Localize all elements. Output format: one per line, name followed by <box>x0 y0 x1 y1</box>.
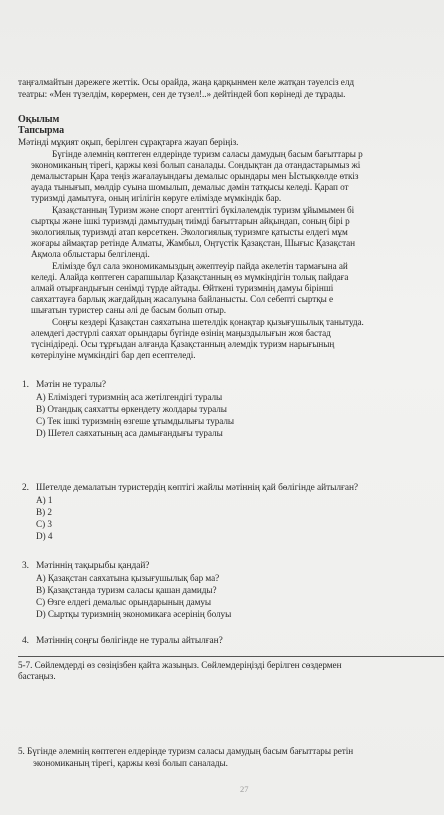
paragraph-line: экономиканың тірегі, қаржы көзі болып саналады. Сондықтан да отандастарымыз жі <box>31 160 361 170</box>
intro-line-2: театры: «Мен түзелдім, көрермен, сен де түзел!..» дейтіндей боп көрінеді де тұрады. <box>18 89 346 99</box>
instruction-text: Мәтінді мұқият оқып, берілген сұрақтарға жауап беріңіз. <box>18 137 239 147</box>
paragraph-line: Қазақстанның Туризм және спорт агенттігі бүкіләлемдік туризм ұйымымен бі <box>52 205 355 215</box>
paragraph-line: экологиялық туризмді атап көрсеткен. Экологиялық туризмге қатысты елдегі мұм <box>31 227 348 237</box>
question-3-option-b: B) Қазақстанда туризм саласы қашан дамиды? <box>36 585 217 595</box>
paragraph-line: саяхаттауға барлық жағдайдың жасалуына байланысты. Сол себепті сыртқы е <box>31 294 334 304</box>
question-3-option-c: C) Өзге елдегі демалыс орындарының дамуы <box>36 597 212 607</box>
paragraph-line: Елімізде бұл сала экономикамыздың әжептеуір пайда әкелетін тармағына ай <box>52 261 348 271</box>
question-2-number: 2. <box>22 483 29 493</box>
question-1-text: Мәтін не туралы? <box>36 380 107 390</box>
question-3-number: 3. <box>22 561 29 571</box>
question-2-option-b: B) 2 <box>36 507 52 517</box>
question-1-number: 1. <box>22 380 29 390</box>
intro-line-1: таңғалмайтын дәрежеге жеттік. Осы орайда, жаңа қарқынмен келе жатқан тәуелсіз елд <box>18 77 354 87</box>
paragraph-line: келеді. Алайда көптеген сарапшылар Қазақстанның өз мүмкіндігін толық пайдаға <box>31 272 349 282</box>
paragraph-line: жоғары аймақтар ретінде Алматы, Жамбыл, Оңтүстік Қазақстан, Шығыс Қазақстан <box>31 238 356 248</box>
question-1-option-c: C) Тек ішкі туризмнің өзгеше ұтымдылығы туралы <box>36 416 235 426</box>
task-5-7-line-1: 5-7. Сөйлемдерді өз сөзіңізбен қайта жазыңыз. Сөйлемдеріңізді берілген сөздермен <box>18 660 342 670</box>
heading-reading: Оқылым <box>18 114 60 125</box>
question-3-text: Мәтіннің тақырыбы қандай? <box>36 561 150 571</box>
paragraph-line: Соңғы кездері Қазақстан саяхатына шетелдік қонақтар қызығушылық танытуда. <box>52 317 364 327</box>
heading-task: Тапсырма <box>18 125 65 136</box>
task-5-7-line-2: бастаңыз. <box>18 671 56 681</box>
item-5-line-2: экономиканың тірегі, қаржы көзі болып саналады. <box>33 758 228 768</box>
paragraph-line: алмай отырғандығын сенімді түрде айтады. Өйткені туризмнің дамуы бірінші <box>31 283 334 293</box>
paragraph-line: Ақмола облыстары белгіленді. <box>31 249 150 259</box>
paragraph-line: көтерілуіне мүмкіндігі бар деп есептеледі. <box>31 350 196 360</box>
page-number: 27 <box>240 784 249 794</box>
item-5-line-1: 5. Бүгінде әлемнің көптеген елдерінде туризм саласы дамудың басым бағыттары ретін <box>18 746 354 756</box>
question-2-option-a: A) 1 <box>36 495 53 505</box>
question-2-text: Шетелде демалатын туристердің көптігі жайлы мәтіннің қай бөлігінде айтылған? <box>36 483 359 493</box>
paragraph-line: түсінідіреді. Осы тұрғыдан алғанда Қазақстанның әлемдік туризм нарығының <box>31 339 335 349</box>
paragraph-line: әлемдегі дәстүрлі саяхат орындары бүгінде өзінің маңыздылығын жоя бастад <box>31 328 331 338</box>
question-3-option-a: A) Қазақстан саяхатына қызығушылық бар ма? <box>36 573 220 583</box>
paragraph-line: шығатын туристер саны әлі де басым болып отыр. <box>31 305 227 315</box>
paragraph-line: Бүгінде әлемнің көптеген елдерінде туризм саласы дамудың басым бағыттары р <box>52 149 363 159</box>
question-4-text: Мәтіннің соңғы бөлігінде не туралы айтылған? <box>36 636 223 646</box>
question-1-option-a: A) Еліміздегі туризмнің аса жетілгендігі туралы <box>36 392 223 402</box>
paragraph-line: сыртқы және ішкі туризмді дамытудың тиімді бағыттарын айқындап, соның бірі р <box>31 216 350 226</box>
question-3-option-d: D) Сыртқы туризмнің экономикаға әсерінің болуы <box>36 609 232 619</box>
paragraph-line: демалыстарын Қара теңіз жағалауындағы демалыс орындары мен Ыстықкөлде өткіз <box>31 171 359 181</box>
question-1-option-d: D) Шетел саяхатының аса дамығандығы туралы <box>36 428 223 438</box>
question-2-option-c: C) 3 <box>36 519 52 529</box>
section-divider <box>18 656 444 657</box>
paragraph-line: ауада тынығып, мөлдір суына шомылып, демалыс дәмін татқысы келеді. Қарап от <box>31 182 349 192</box>
question-4-number: 4. <box>22 636 29 646</box>
paragraph-line: туризмді дамытуға, оның игілігін көруге елімізде мүмкіндік бар. <box>31 193 282 203</box>
question-2-option-d: D) 4 <box>36 531 53 541</box>
question-1-option-b: B) Отандық саяхатты өркендету жолдары туралы <box>36 404 227 414</box>
